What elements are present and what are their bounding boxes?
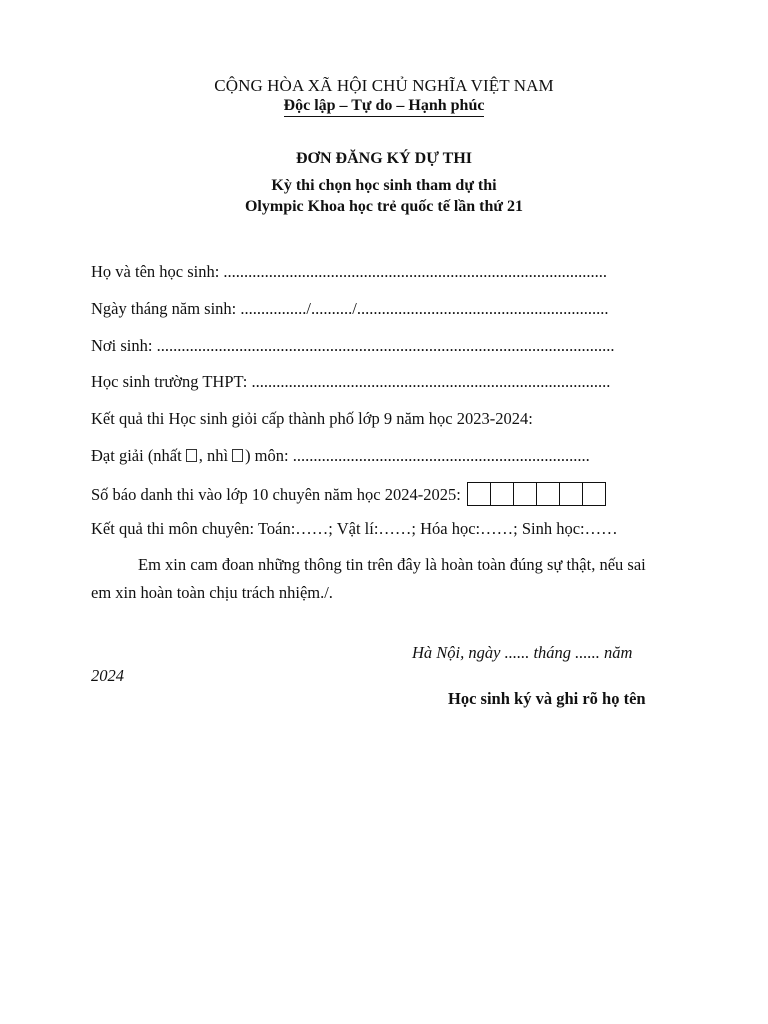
award-mid: , nhì	[198, 446, 229, 465]
candidate-number-digit-box[interactable]	[491, 483, 514, 505]
second-prize-checkbox[interactable]	[232, 449, 243, 462]
signature-year: 2024	[91, 666, 124, 685]
place-date: Hà Nội, ngày ...... tháng ...... năm	[412, 643, 633, 662]
candidate-number-boxes[interactable]	[467, 482, 606, 506]
award-prefix: Đạt giải (nhất	[91, 446, 182, 465]
first-prize-checkbox[interactable]	[186, 449, 197, 462]
national-motto	[0, 97, 768, 117]
birth-date-field[interactable]: Ngày tháng năm sinh: ................/........../.............................................................	[91, 299, 609, 318]
country-name: CỘNG HÒA XÃ HỘI CHỦ NGHĨA VIỆT NAM	[214, 76, 554, 95]
form-subtitle-olympic: Olympic Khoa học trẻ quốc tế lần thứ 21	[244, 198, 524, 215]
motto-text: Độc lập – Tự do – Hạnh phúc	[284, 97, 485, 117]
candidate-number-digit-box[interactable]	[537, 483, 560, 505]
candidate-number-field	[91, 482, 606, 506]
candidate-number-digit-box[interactable]	[468, 483, 491, 505]
candidate-number-digit-box[interactable]	[583, 483, 605, 505]
declaration-line-2: em xin hoàn toàn chịu trách nhiệm./.	[91, 583, 333, 602]
candidate-number-digit-box[interactable]	[560, 483, 583, 505]
award-subject[interactable]: ) môn: ........................................................................	[245, 446, 590, 465]
signature-label: Học sinh ký và ghi rõ họ tên	[448, 689, 646, 708]
birth-place-field[interactable]: Nơi sinh: ...............................................................................................................	[91, 336, 615, 355]
declaration-line-1: Em xin cam đoan những thông tin trên đây là hoàn toàn đúng sự thật, nếu sai	[138, 555, 646, 574]
school-field[interactable]: Học sinh trường THPT: .......................................................................................	[91, 372, 611, 391]
declaration-paragraph	[91, 551, 697, 607]
award-field	[91, 446, 590, 466]
form-subtitle-exam: Kỳ thi chọn học sinh tham dự thi	[271, 177, 497, 194]
candidate-number-digit-box[interactable]	[514, 483, 537, 505]
candidate-number-label: Số báo danh thi vào lớp 10 chuyên năm học 2024-2025:	[91, 485, 461, 504]
result-intro: Kết quả thi Học sinh giỏi cấp thành phố lớp 9 năm học 2023-2024:	[91, 409, 533, 428]
form-title: ĐƠN ĐĂNG KÝ DỰ THI	[295, 150, 472, 167]
full-name-field[interactable]: Họ và tên học sinh: .............................................................................................	[91, 262, 608, 281]
specialized-scores-field[interactable]: Kết quả thi môn chuyên: Toán:……; Vật lí:……; Hóa học:……; Sinh học:……	[91, 519, 618, 538]
